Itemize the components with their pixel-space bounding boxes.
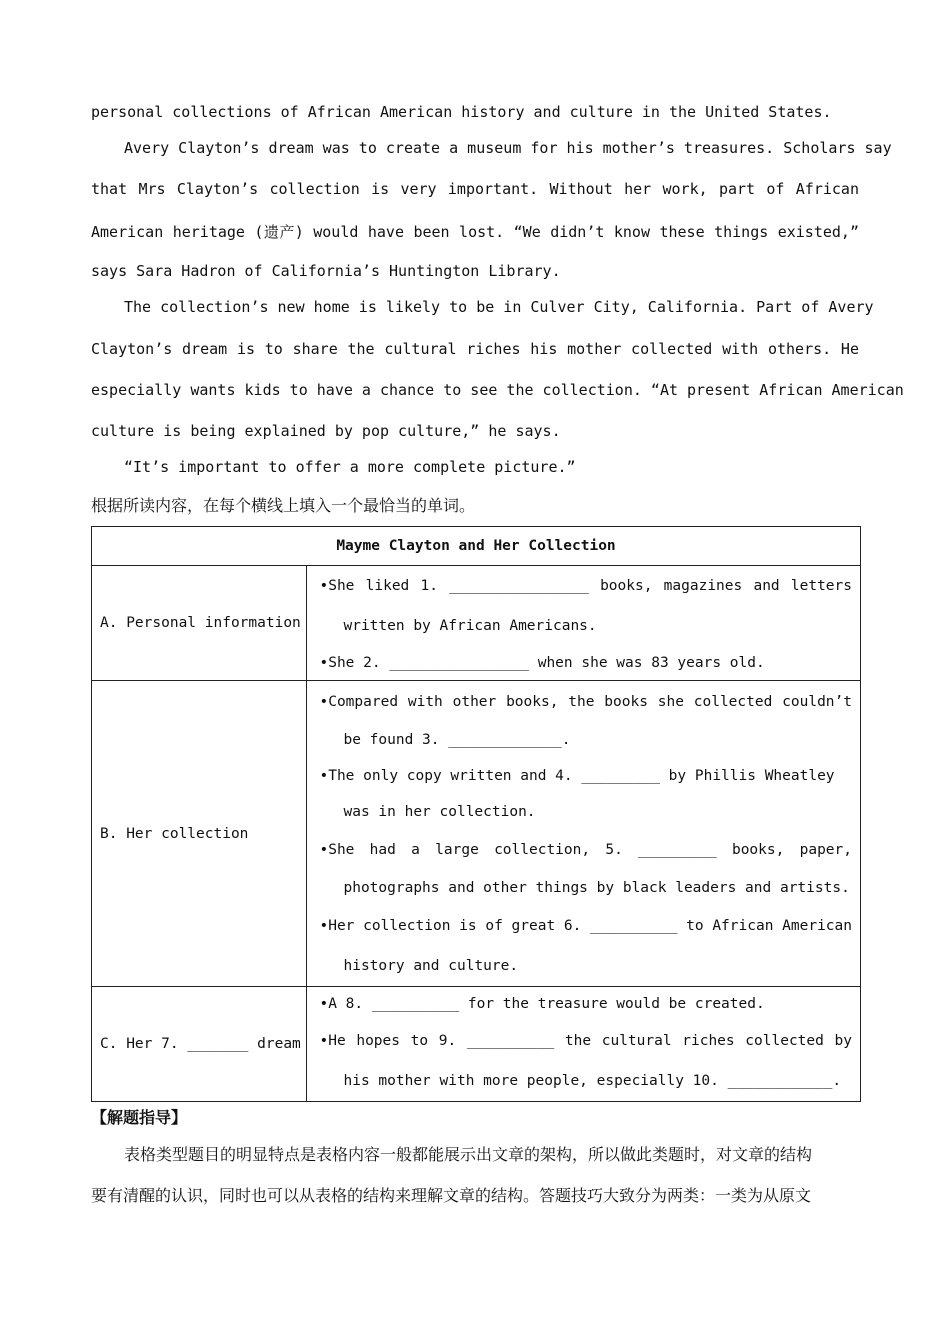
exercise-instruction: 根据所读内容，在每个横线上填入一个最恰当的单词。 — [91, 496, 476, 515]
passage-paragraph-line: personal collections of African American history and culture in the United States. — [91, 103, 832, 121]
bullet-line: •She had a large collection, 5. _________ books, paper, — [319, 841, 852, 858]
passage-paragraph-line: that Mrs Clayton’s collection is very important. Without her work, part of African — [91, 180, 859, 198]
row-label: C. Her 7. _______ dream — [92, 987, 307, 1102]
bullet-line: •She 2. ________________ when she was 83 years old. — [319, 655, 765, 671]
row-label: A. Personal information — [92, 566, 307, 681]
table-row — [92, 566, 861, 681]
passage-paragraph-line: especially wants kids to have a chance to see the collection. “At present African American — [91, 381, 904, 399]
bullet-line: was in her collection. — [343, 803, 536, 820]
bullet-line: his mother with more people, especially 10. ____________. — [343, 1073, 842, 1089]
passage-paragraph-line: American heritage (遗产) would have been lost. “We didn’t know these things existed,” — [91, 223, 859, 241]
row-content — [307, 987, 861, 1102]
bullet-line: •She liked 1. ________________ books, magazines and letters — [319, 578, 852, 594]
bullet-line: •The only copy written and 4. _________ by Phillis Wheatley — [319, 767, 835, 784]
table-row — [92, 681, 861, 987]
row-label: B. Her collection — [92, 681, 307, 987]
passage-paragraph-line: says Sara Hadron of California’s Huntington Library. — [91, 262, 561, 280]
row-content — [307, 681, 861, 987]
bullet-line: history and culture. — [343, 957, 519, 974]
bullet-line: •A 8. __________ for the treasure would be created. — [319, 996, 765, 1012]
bullet-line: •He hopes to 9. __________ the cultural riches collected by — [319, 1033, 852, 1049]
passage-paragraph-line: culture is being explained by pop culture,” he says. — [91, 422, 561, 440]
guide-heading: 【解题指导】 — [91, 1108, 188, 1127]
bullet-line: photographs and other things by black leaders and artists. — [343, 879, 850, 896]
table-title: Mayme Clayton and Her Collection — [92, 527, 861, 566]
passage-paragraph-line: The collection’s new home is likely to be in Culver City, California. Part of Avery — [124, 298, 874, 316]
bullet-line: written by African Americans. — [343, 618, 597, 634]
bullet-line: be found 3. _____________. — [343, 731, 571, 748]
bullet-line: •Compared with other books, the books she collected couldn’t — [319, 693, 852, 710]
summary-table — [91, 526, 861, 1102]
guide-paragraph-line: 要有清醒的认识，同时也可以从表格的结构来理解文章的结构。答题技巧大致分为两类：一类为从原文 — [91, 1186, 812, 1205]
bullet-line: •Her collection is of great 6. __________ to African American — [319, 917, 852, 934]
table-row — [92, 987, 861, 1102]
passage-paragraph-line: Avery Clayton’s dream was to create a museum for his mother’s treasures. Scholars say — [124, 139, 892, 157]
row-content — [307, 566, 861, 681]
passage-paragraph-line: Clayton’s dream is to share the cultural riches his mother collected with others. He — [91, 340, 859, 358]
passage-paragraph-line: “It’s important to offer a more complete picture.” — [124, 458, 576, 476]
guide-paragraph-line: 表格类型题目的明显特点是表格内容一般都能展示出文章的架构，所以做此类题时，对文章的结构 — [124, 1145, 813, 1164]
